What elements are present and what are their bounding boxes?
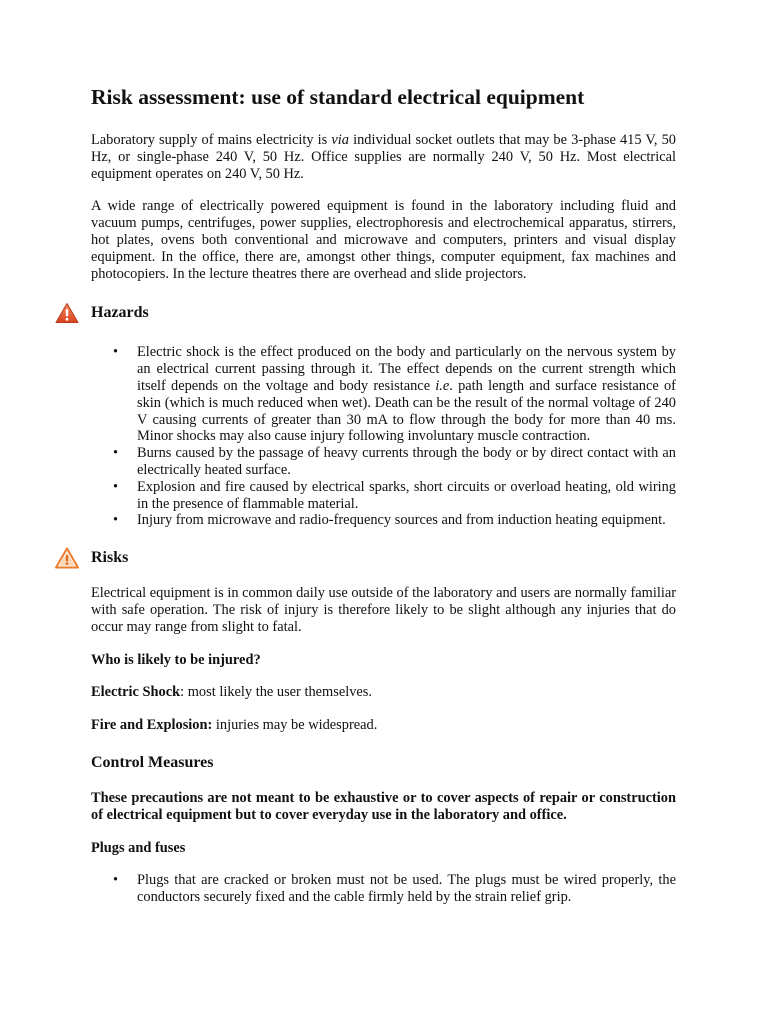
risk-warning-icon	[55, 547, 79, 569]
intro-paragraph-2: A wide range of electrically powered equipment is found in the laboratory including fluid and vacuum pumps, centrifuges, power supplies, electrophoresis and electrochemical apparatus, stirrers, hot plates, ovens both conventional and microwave and computers, printers and visual display equipment. In the office, there are, amongst other things, computer equipment, fax machines and photocopiers. In the lecture theatres there are overhead and slide projectors.	[91, 198, 676, 282]
hazard-item-electric-shock	[137, 344, 676, 445]
hazard-item1-italic: i.e	[435, 377, 450, 394]
electric-shock-line	[91, 684, 676, 701]
risks-paragraph: Electrical equipment is in common daily use outside of the laboratory and users are normally familiar with safe operation. The risk of injury is therefore likely to be slight although any injuries that do occur may range from slight to fatal.	[91, 585, 676, 635]
control-measures-heading: Control Measures	[91, 753, 214, 771]
risks-section	[91, 547, 676, 569]
hazard-item-explosion: • Explosion and fire caused by electrical sparks, short circuits or overload heating, old wiring in the presence of flammable material.	[137, 479, 676, 513]
electric-shock-label: Electric Shock	[91, 684, 181, 701]
intro-p1-italic: via	[331, 132, 349, 148]
plugs-item-1: • Plugs that are cracked or broken must not be used. The plugs must be wired properly, the conductors securely fixed and the cable firmly held by the strain relief grip.	[137, 872, 676, 906]
hazard-warning-icon	[55, 302, 79, 324]
hazard-item-burns: • Burns caused by the passage of heavy currents through the body or by direct contact with an electrically heated surface.	[137, 445, 676, 479]
hazards-list	[91, 344, 676, 529]
hazard-item-radiation: • Injury from microwave and radio-frequency sources and from induction heating equipment.	[137, 512, 676, 529]
plugs-list	[91, 872, 676, 906]
who-injured-heading: Who is likely to be injured?	[91, 651, 261, 668]
fire-explosion-label: Fire and Explosion:	[91, 717, 213, 734]
intro-p1-text-b: individual socket outlets that may be 3-phase 415 V, 50 Hz, or single-phase 240 V, 50 Hz. Office supplies are normally 240 V, 50 Hz. Most electrical equipment operates on 240 V, 50 Hz.	[91, 132, 676, 182]
document-content	[91, 82, 676, 906]
hazards-heading: Hazards	[91, 304, 149, 322]
hazard-item1-text-b: . path length and surface resistance of skin (which is much reduced when wet). Death can be the result of the normal voltage of 240 V causing currents of greater than 30 mA to flow through the body for more than 40 ms. Minor shocks may also cause injury following involuntary muscle contraction.	[137, 377, 676, 445]
fire-explosion-line	[91, 717, 676, 734]
hazards-section	[91, 302, 676, 324]
intro-p1-text-a: Laboratory supply of mains electricity is	[91, 132, 332, 148]
hazard-item1-text-a: Electric shock is the effect produced on the body and particularly on the nervous system by an electrical current passing through it. The effect depends on the current strength which itself depends on the voltage and body resistance	[137, 344, 676, 394]
control-note: These precautions are not meant to be exhaustive or to cover aspects of repair or construction of electrical equipment but to cover everyday use in the laboratory and office.	[91, 789, 676, 823]
plugs-fuses-heading: Plugs and fuses	[91, 839, 186, 856]
page-title: Risk assessment: use of standard electrical equipment	[91, 85, 585, 109]
intro-paragraph-1	[91, 132, 676, 182]
electric-shock-text: : most likely the user themselves.	[180, 684, 372, 701]
risks-heading: Risks	[91, 549, 129, 567]
fire-explosion-text: injuries may be widespread.	[212, 717, 378, 734]
